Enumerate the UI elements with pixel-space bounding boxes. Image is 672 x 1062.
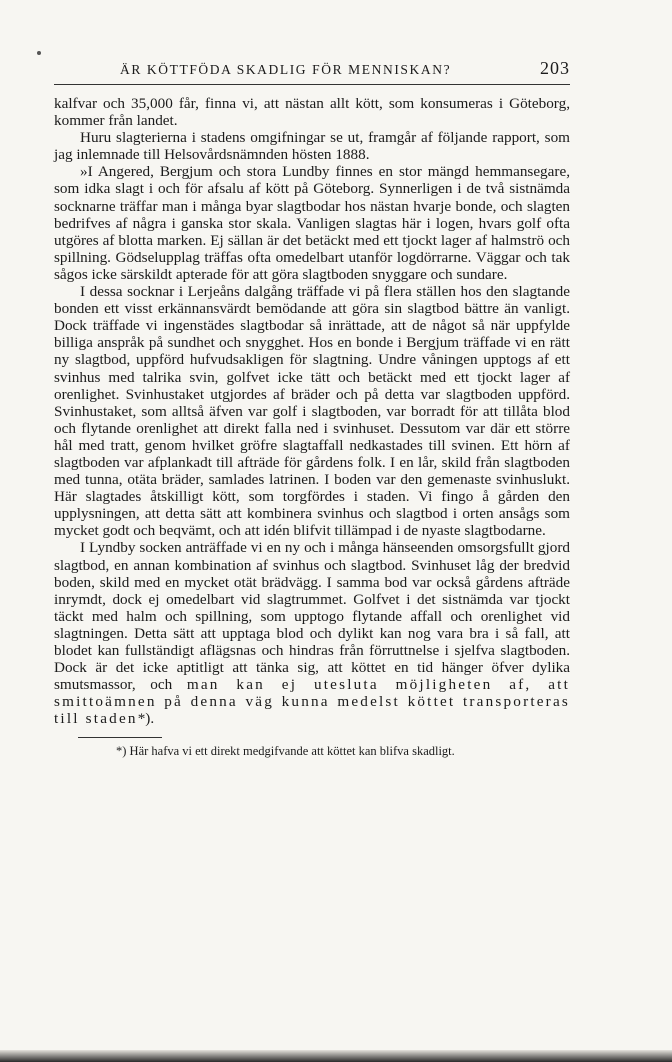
paragraph-1: kalfvar och 35,000 får, finna vi, att nästan allt kött, som konsumeras i Göteborg, kommer från landet. [54,95,570,130]
page-header [54,58,570,85]
emphasized-spaced-text: man kan ej utesluta möjligheten af, att smittoämnen på denna väg kunna medelst köttet transporteras till staden [54,676,570,728]
margin-mark [37,51,41,55]
paragraph-2: Huru slagterierna i stadens omgifningar se ut, framgår af följande rapport, som jag inlemnade till Helsovårdsnämnden hösten 1888. [54,129,570,164]
page-bottom-edge [0,1050,672,1062]
page-number: 203 [540,58,570,78]
paragraph-3: »I Angered, Bergjum och stora Lundby finnes en stor mängd hemmansegare, som idka slagt i och för afsalu af kött på Göteborg. Synnerligen i de två sistnämda socknarne träffar man i många byar slagtbodar hos nästan hvarje bonde, och slagten bedrifves af några i ganska stor skala. Vanligen slagtas här i logen, hvars golf ofta utgöres af blotta marken. Ej sällan är det betäckt med ett tjockt lager af halmströ och spillning. Gödselupplag träffas ofta omedelbart utanför logdörrarne. Väggar och tak sågos icke särskildt apterade för att göra slagtboden snyggare och sundare. [54,163,570,283]
footnote-reference: *). [137,710,155,728]
paragraph-5 [54,539,570,727]
footnote: *) Här hafva vi ett direkt medgifvande att köttet kan blifva skadligt. [116,744,455,759]
body-text [54,95,570,727]
footnote-divider [78,737,162,738]
paragraph-5-text: I Lyndby socken anträffade vi en ny och i många hänseenden omsorgsfullt gjord slagtbod, en annan kombination af svinhus och slagtbod. Svinhuset låg der bredvid boden, skild med en mycket otät brädvägg. I samma bod var också gårdens afträde inrymdt, dock ej omedelbart vid slagtrummet. Golfvet i det sistnämda var tjockt täckt med halm och spillning, som upptogo flytande affall och orenlighet vid slagtningen. Detta sätt att upptaga blod och dylikt kan nog vara bra i så fall, att blodet kan fullständigt aflägsnas och hindras från förruttnelse i sjelfva slagtboden. Dock är det icke aptitligt att tänka sig, att köttet en tid hänger öfver dylika smutsmassor, och [54,539,570,694]
running-head: ÄR KÖTTFÖDA SKADLIG FÖR MENNISKAN? [120,62,452,77]
book-page [54,58,570,759]
paragraph-4: I dessa socknar i Lerjeåns dalgång träffade vi på flera ställen hos den slagtande bonden ett visst erkännansvärdt bemödande att göra sin slagtbod bättre än vanligt. Dock träffade vi ingenstädes slagtbodar så inrättade, att de något så när uppfylde billiga anspråk på sundhet och snygghet. Hos en bonde i Bergjum träffade vi en rätt ny slagtbod, uppförd hufvudsakligen för slagtning. Undre våningen upptogs af ett svinhus med talrika svin, golfvet icke tätt och betäckt med ett tjockt lager af orenlighet. Svinhustaket utgjordes af bräder och på detta var slagtboden uppförd. Svinhustaket, som alltså äfven var golf i slagtboden, var borradt för att tillåta blod och flytande orenlighet att direkt falla ned i svinhuset. Dessutom var där ett större hål med tratt, genom hvilket gröfre slagtaffall nedkastades till svinen. Ett hörn af slagtboden var afplankadt till afträde för gårdens folk. I en lår, skild från slagtboden med tunna, otäta bräder, samlades latrinen. I boden var den gemenaste svinhuslukt. Här slagtades åtskilligt kött, som torgfördes i staden. Vi fingo å gården den upplysningen, att detta sätt att kombinera svinhus och slagtbod i orten ansågs som mycket godt och beqvämt, och att idén blifvit tillämpad i de nyaste slagtbodarne. [54,283,570,540]
